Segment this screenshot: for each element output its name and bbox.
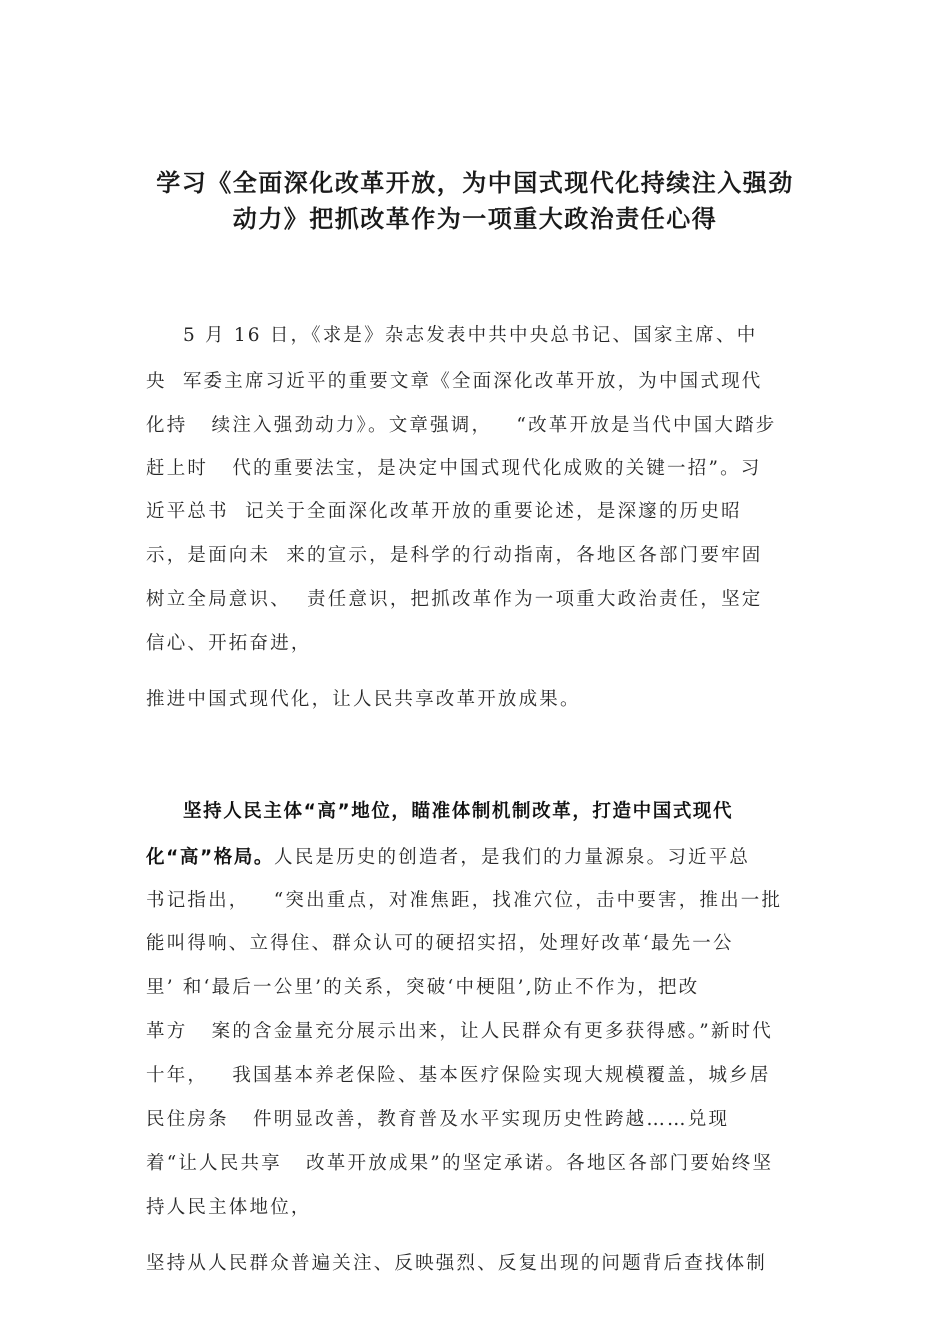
paragraph-2-last-line: 坚持从人民群众普遍关注、反映强烈、反复出现的问题背后查找体制 — [146, 1253, 768, 1274]
paragraph-2-line-2-text: 人民是历史的创造者，是我们的力量源泉。习近平总 — [274, 847, 751, 868]
paragraph-1-last-line: 推进中国式现代化，让人民共享改革开放成果。 — [146, 689, 581, 710]
paragraph-1-line-1: 5 月 16 日，《求是》杂志发表中共中央总书记、国家主席、中 — [183, 325, 758, 346]
paragraph-2-heading-line-1: 坚持人民主体“高”地位，瞄准体制机制改革，打造中国式现代 — [183, 801, 734, 822]
paragraph-2-line-2 — [146, 846, 750, 870]
paragraph-2-line-10: 持人民主体地位， — [146, 1197, 312, 1218]
paragraph-1-line-6: 示，是面向未 来的宣示，是科学的行动指南，各地区各部门要牢固 — [146, 545, 763, 566]
paragraph-2-line-7: 十年， 我国基本养老保险、基本医疗保险实现大规模覆盖，城乡居 — [146, 1065, 771, 1086]
paragraph-2-line-8: 民住房条 件明显改善，教育普及水平实现历史性跨越……兑现 — [146, 1109, 730, 1130]
paragraph-1-line-3: 化持 续注入强劲动力》。文章强调， “改革开放是当代中国大踏步 — [146, 415, 777, 436]
paragraph-2-heading-bold: 化“高”格局。 — [146, 847, 275, 868]
paragraph-2-line-6: 革方 案的含金量充分展示出来，让人民群众有更多获得感。”新时代 — [146, 1021, 773, 1042]
paragraph-2-line-4: 能叫得响、立得住、群众认可的硬招实招，处理好改革‘最先一公 — [146, 933, 734, 954]
paragraph-1-line-7: 树立全局意识、 责任意识，把抓改革作为一项重大政治责任，坚定 — [146, 589, 763, 610]
document-title-line-2: 动力》把抓改革作为一项重大政治责任心得 — [232, 205, 718, 233]
paragraph-2-line-9: 着“让人民共享 改革开放成果”的坚定承诺。各地区各部门要始终坚 — [146, 1153, 774, 1174]
paragraph-1-line-8: 信心、开拓奋进， — [146, 633, 312, 654]
paragraph-1-line-5: 近平总书 记关于全面深化改革开放的重要论述，是深邃的历史昭 — [146, 501, 742, 522]
paragraph-2-line-3: 书记指出， “突出重点，对准焦距，找准穴位，击中要害，推出一批 — [146, 890, 783, 911]
paragraph-1-line-4: 赶上时 代的重要法宝，是决定中国式现代化成败的关键一招”。习 — [146, 458, 762, 479]
paragraph-2-line-5: 里’ 和‘最后一公里’的关系，突破‘中梗阻’,防止不作为，把改 — [146, 977, 700, 998]
document-title-line-1: 学习《全面深化改革开放，为中国式现代化持续注入强劲 — [156, 169, 794, 197]
paragraph-1-line-2: 央 军委主席习近平的重要文章《全面深化改革开放，为中国式现代 — [146, 371, 763, 392]
